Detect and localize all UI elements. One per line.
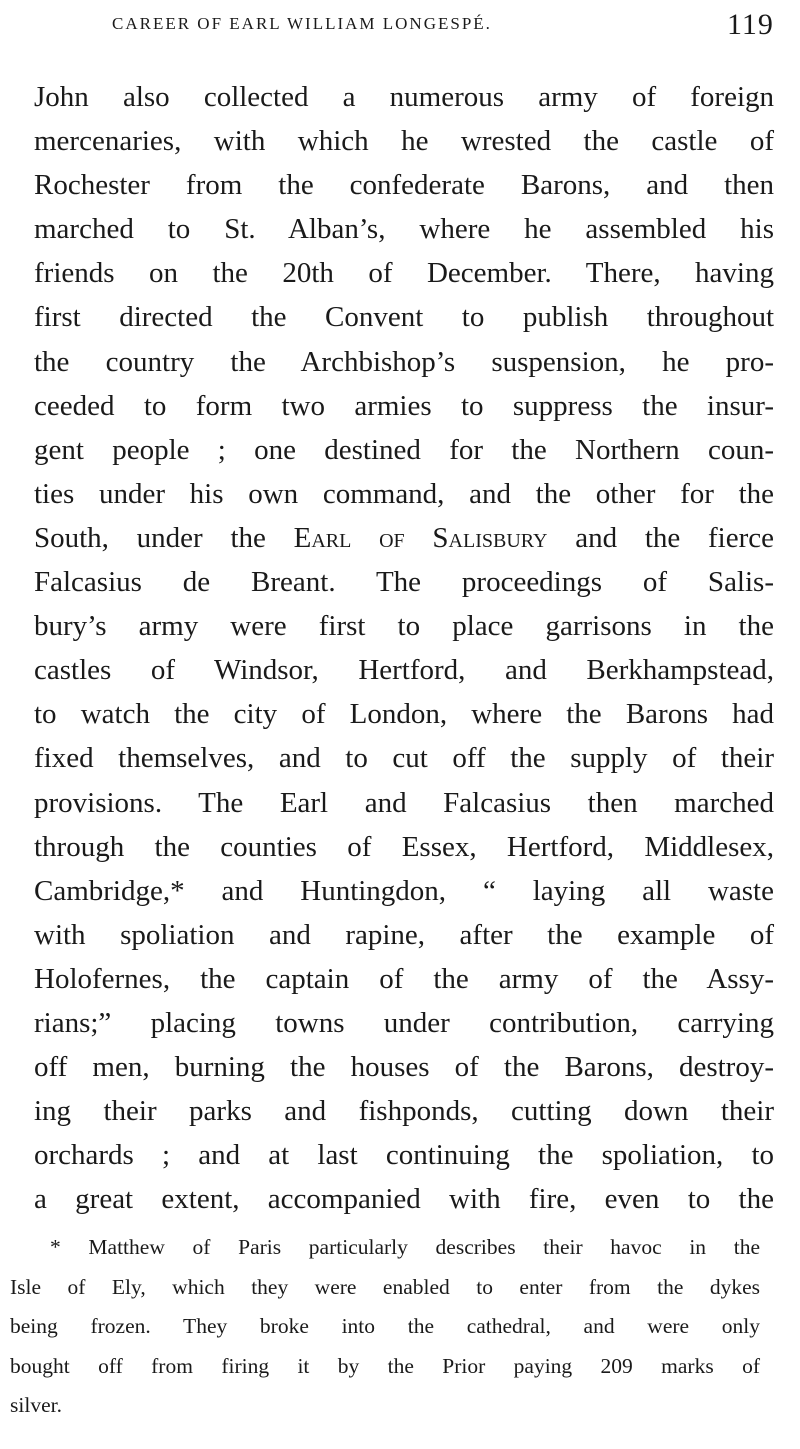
- text-line: first directed the Convent to publish throughout: [34, 301, 774, 334]
- running-title: CAREER OF EARL WILLIAM LONGESPÉ.: [112, 14, 492, 33]
- earl-of-salisbury-small-caps: Earl of Salisbury: [293, 521, 548, 554]
- text-line-with-small-caps: [34, 516, 774, 560]
- text-line: Rochester from the confederate Barons, and then: [34, 169, 774, 202]
- footnote-line: * Matthew of Paris particularly describes their havoc in the: [50, 1235, 760, 1259]
- page-number: 119: [727, 8, 774, 41]
- text-line: provisions. The Earl and Falcasius then marched: [34, 786, 774, 819]
- text-line: ceeded to form two armies to suppress the insur-: [34, 389, 774, 422]
- text-line: fixed themselves, and to cut off the supply of their: [34, 742, 774, 775]
- footnote-line: silver.: [10, 1393, 62, 1417]
- text-line: the country the Archbishop’s suspension, he pro-: [34, 345, 774, 378]
- text-line: gent people ; one destined for the Northern coun-: [34, 433, 774, 466]
- text-line: John also collected a numerous army of foreign: [34, 81, 774, 113]
- text-line: castles of Windsor, Hertford, and Berkhampstead,: [34, 654, 774, 687]
- text-line: bury’s army were first to place garrisons in the: [34, 610, 774, 643]
- text-line: through the counties of Essex, Hertford, Middlesex,: [34, 830, 774, 863]
- footnote-line: bought off from firing it by the Prior paying 209 marks of: [10, 1353, 760, 1378]
- text-line: to watch the city of London, where the Barons had: [34, 698, 774, 731]
- text-line: a great extent, accompanied with fire, even to the: [34, 1183, 774, 1216]
- text-line: ties under his own command, and the other for the: [34, 477, 774, 510]
- south-line-before: South, under the: [34, 521, 294, 554]
- footnote: [10, 1228, 760, 1426]
- running-head: [0, 8, 800, 44]
- south-line-after: and the fierce: [547, 521, 774, 554]
- text-line: orchards ; and at last continuing the spoliation, to: [34, 1139, 774, 1172]
- text-line: off men, burning the houses of the Barons, destroy-: [34, 1051, 774, 1084]
- text-line: Holofernes, the captain of the army of the Assy-: [34, 962, 774, 995]
- text-line: mercenaries, with which he wrested the castle of: [34, 125, 774, 158]
- footnote-line: being frozen. They broke into the cathedral, and were only: [10, 1314, 760, 1338]
- body-text: [34, 75, 774, 1221]
- text-line: Cambridge,* and Huntingdon, “ laying all waste: [34, 874, 774, 907]
- text-line: ing their parks and fishponds, cutting down their: [34, 1095, 774, 1128]
- text-line: Falcasius de Breant. The proceedings of Salis-: [34, 566, 774, 599]
- text-line: with spoliation and rapine, after the example of: [34, 918, 774, 951]
- text-line: rians;” placing towns under contribution, carrying: [34, 1006, 774, 1039]
- text-line: marched to St. Alban’s, where he assembled his: [34, 213, 774, 246]
- text-line: friends on the 20th of December. There, having: [34, 257, 774, 290]
- footnote-line: Isle of Ely, which they were enabled to enter from the dykes: [10, 1274, 760, 1299]
